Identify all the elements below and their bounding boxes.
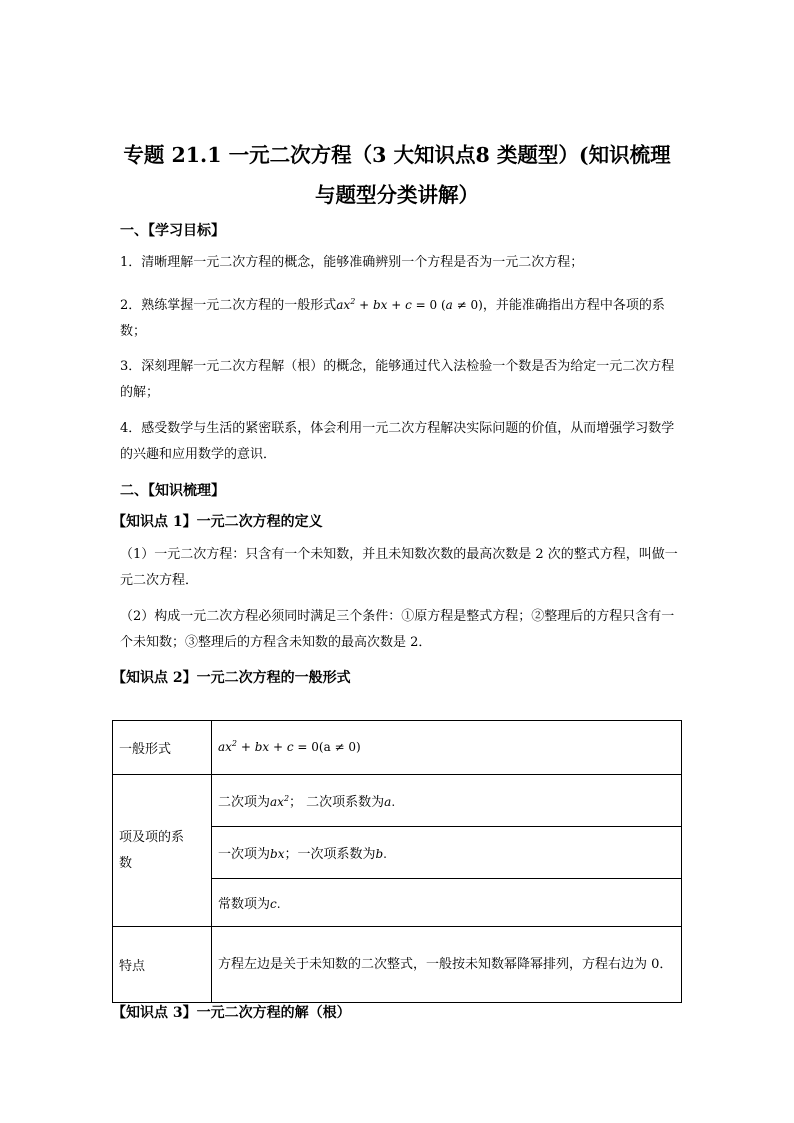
goal-item-4: 4．感受数学与生活的紧密联系，体会利用一元二次方程解决实际问题的价值，从而增强学习数学的兴趣和应用数学的意识． [120, 421, 675, 462]
table-label-terms: 项及项的系数 [113, 775, 212, 927]
doc-title-line1: 专题 21.1 一元二次方程（3 大知识点8 类题型）(知识梳理 [123, 143, 671, 167]
table-quadratic-term: 二次项为$ax^2$； 二次项系数为a. [212, 775, 682, 827]
kp2-heading: 【知识点 2】一元二次方程的一般形式 [112, 670, 351, 686]
section-heading-knowledge: 二、【知识梳理】 [120, 483, 225, 499]
table-general-form-formula: $ax^2$ + bx + c = 0(a ≠ 0) [212, 721, 682, 775]
kp3-heading: 【知识点 3】一元二次方程的解（根） [112, 1005, 351, 1021]
kp1-heading: 【知识点 1】一元二次方程的定义 [112, 514, 323, 530]
table-linear-term: 一次项为bx；一次项系数为b. [212, 827, 682, 879]
general-form-table [112, 720, 682, 1003]
doc-title-line2: 与题型分类讲解） [315, 183, 479, 207]
section-heading-goals: 一、【学习目标】 [120, 223, 225, 239]
goal-item-3: 3．深刻理解一元二次方程解（根）的概念，能够通过代入法检验一个数是否为给定一元二次方程的解； [120, 359, 675, 400]
table-constant-term: 常数项为c. [212, 879, 682, 927]
general-form-formula: $ax^2$ + bx + c [336, 297, 412, 312]
goal-item-2-text-a: 2．熟练掌握一元二次方程的一般形式 [120, 298, 337, 313]
goal-item-1: 1．清晰理解一元二次方程的概念，能够准确辨别一个方程是否为一元二次方程； [120, 255, 584, 270]
goal-item-2-text-b: ，并能准确指出方程中各项的系数； [120, 298, 665, 339]
goal-item-2: 2．熟练掌握一元二次方程的一般形式$ax^2$ + bx + c = 0 (a ≠ 0)，并能准确指出方程中各项的系数； [120, 297, 665, 339]
table-label-features: 特点 [113, 927, 212, 1003]
kp1-paragraph-1: （1）一元二次方程：只含有一个未知数，并且未知数次数的最高次数是 2 次的整式方程，叫做一元二次方程． [120, 547, 678, 588]
kp1-paragraph-2: （2）构成一元二次方程必须同时满足三个条件：①原方程是整式方程；②整理后的方程只含有一个未知数；③整理后的方程含未知数的最高次数是 2． [120, 609, 675, 650]
table-label-general-form: 一般形式 [113, 721, 212, 775]
table-features-text: 方程左边是关于未知数的二次整式，一般按未知数幂降幂排列，方程右边为 0． [212, 927, 682, 1003]
